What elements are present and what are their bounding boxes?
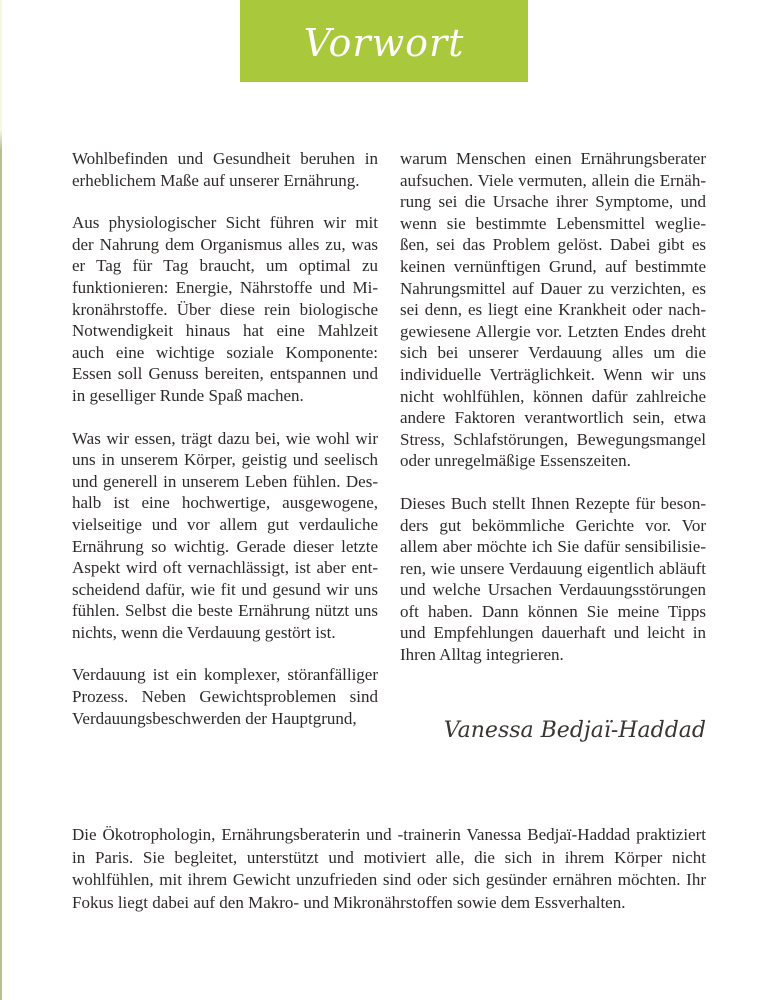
chapter-header [240,0,528,82]
left-column [72,148,378,750]
author-bio: Die Ökotrophologin, Ernährungsberaterin und -trainerin Vanessa Bedjaï-Haddad praktiziert in Paris. Sie begleitet, unterstützt und motiviert alle, die sich in ihrem Körper nicht wohlfühlen, mit ihrem Gewicht unzufrieden sind oder sich gesünder ernähren möchten. Ihr Fokus liegt dabei auf den Makro- und Mikronährstoffen sowie dem Essverhalten. [72,825,706,912]
paragraph-wellbeing: Was wir essen, trägt dazu bei, wie wohl wir uns in unserem Körper, geistig und seelisch und generell in unserem Leben fühlen. Deshalb ist eine hochwertige, ausgewogene, vielseitige und vor allem gut verdauliche Ernährung so wichtig. Gerade dieser letzte Aspekt wird oft vernachlässigt, ist aber entscheidend dafür, wie fit und gesund wir uns fühlen. Selbst die beste Ernährung nützt uns nichts, wenn die Verdauung gestört ist. [72,428,378,642]
chapter-title: Vorwort [303,21,465,65]
page-edge-shadow [0,0,2,1000]
paragraph-intro: Wohlbefinden und Gesundheit beruhen in erheblichem Maße auf unserer Ernährung. [72,149,378,190]
paragraph-book-purpose: Dieses Buch stellt Ihnen Rezepte für besonders gut bekömmliche Gerichte vor. Vor allem aber möchte ich Sie dafür sensibilisieren, wie unsere Verdauung eigentlich abläuft und welche Ursachen Verdauungsstörungen oft haben. Dann können Sie meine Tipps und Empfehlungen dauerhaft und leicht in Ihren Alltag integrieren. [400,493,706,665]
paragraph-physiology: Aus physiologischer Sicht führen wir mit der Nahrung dem Organismus alles zu, was er Tag für Tag braucht, um optimal zu funktionieren: Energie, Nährstoffe und Mikronährstoffe. Über diese rein biologische Notwendigkeit hinaus hat eine Mahlzeit auch eine wichtige soziale Komponente: Essen soll Genuss bereiten, entspannen und in geselliger Runde Spaß machen. [72,213,378,405]
author-signature: Vanessa Bedjaï-Haddad [443,718,706,743]
right-column [400,148,706,750]
paragraph-digestion: Verdauung ist ein komplexer, störanfälliger Prozess. Neben Gewichtsproblemen sind Verdauungsbeschwerden der Hauptgrund, [72,665,378,728]
paragraph-digestion-continued: warum Menschen einen Ernährungsberater aufsuchen. Viele vermuten, allein die Ernährung sei die Ursache ihrer Symptome, und wenn sie bestimmte Lebensmittel wegließen, sei das Problem gelöst. Dabei gibt es keinen vernünftigen Grund, auf bestimmte Nahrungsmittel auf Dauer zu verzichten, es sei denn, es liegt eine Krankheit oder nachgewiesene Allergie vor. Letzten Endes dreht sich bei unserer Verdauung alles um die individuelle Verträglichkeit. Wenn wir uns nicht wohlfühlen, können dafür zahlreiche andere Faktoren verantwortlich sein, etwa Stress, Schlafstörungen, Bewegungsmangel oder unregelmäßige Essenszeiten. [400,149,706,471]
body-columns [72,148,706,750]
